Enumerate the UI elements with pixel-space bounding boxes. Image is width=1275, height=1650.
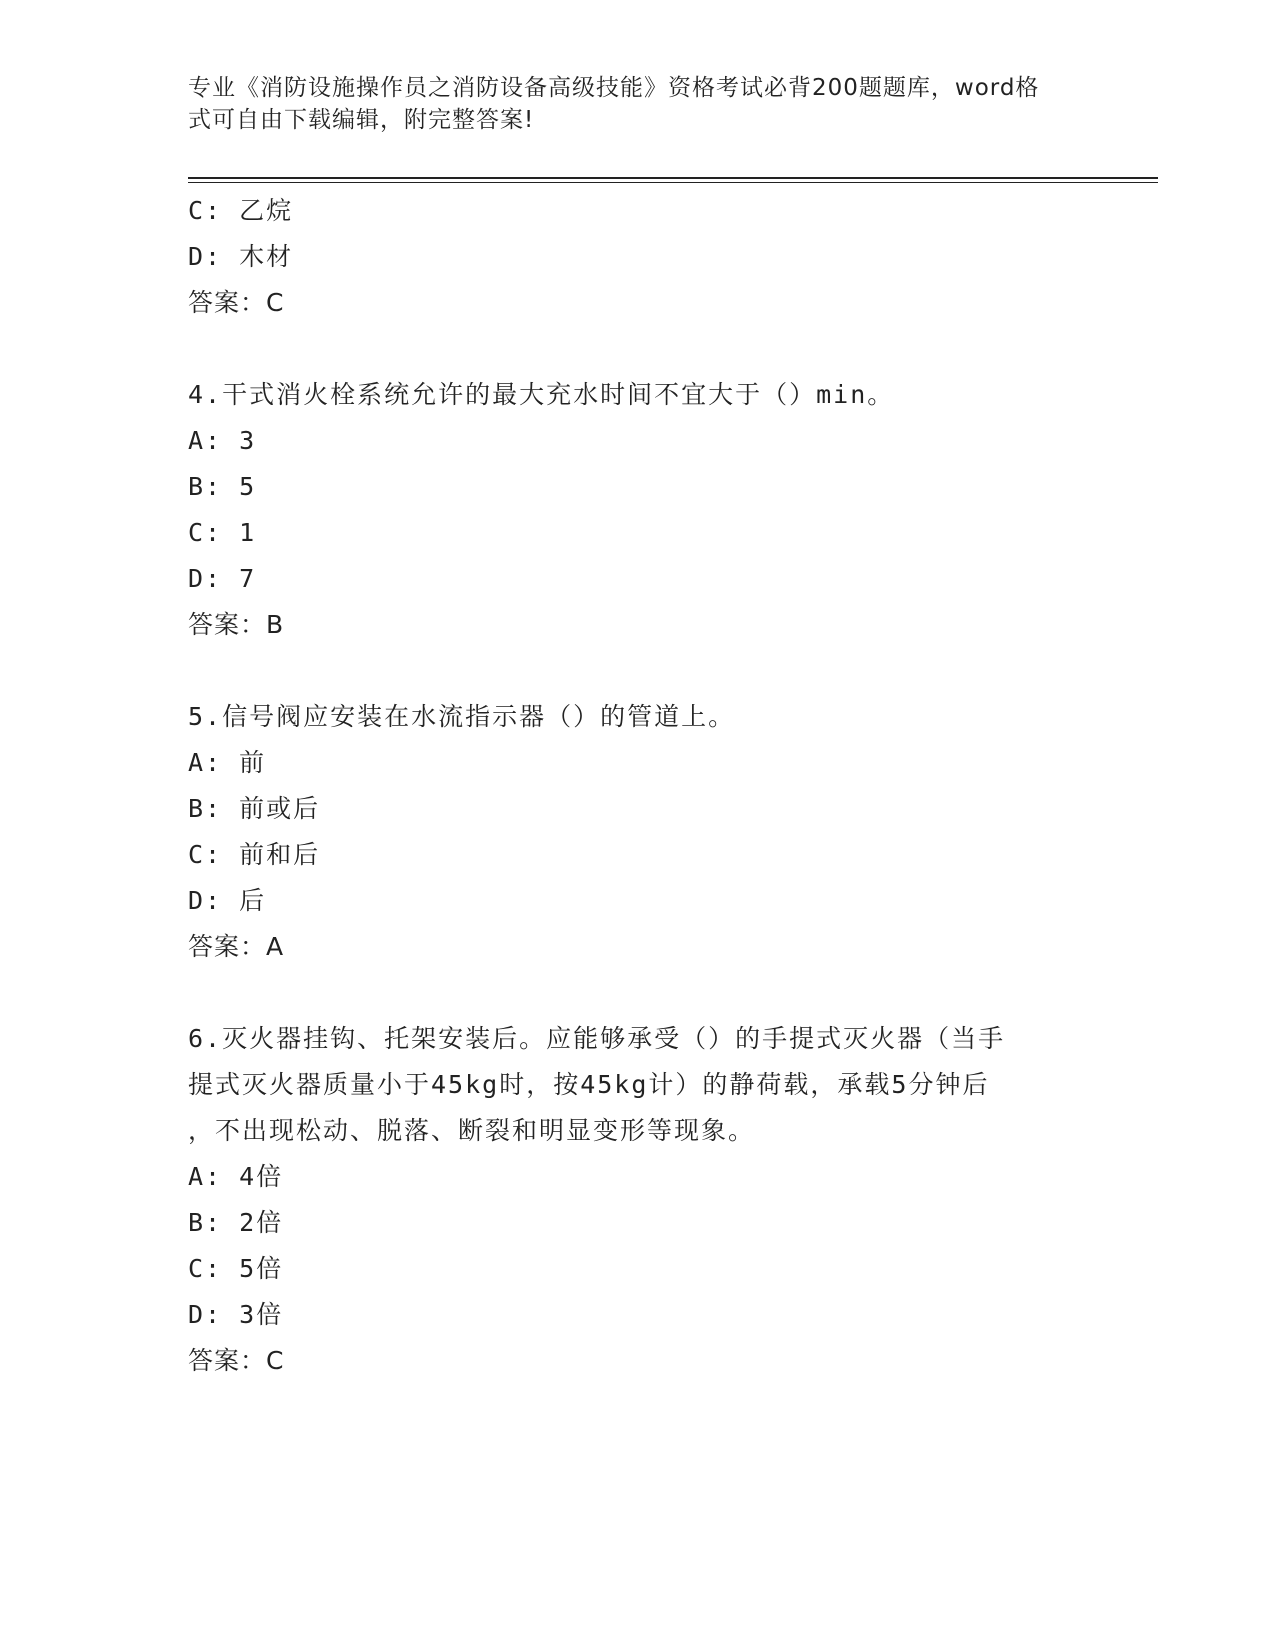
option-d: D: 后 <box>188 886 267 915</box>
option-b: B: 5 <box>188 472 257 501</box>
option-c: C: 5倍 <box>188 1254 284 1283</box>
spacer <box>188 326 1068 372</box>
option-c: C: 前和后 <box>188 840 321 869</box>
option-c: C: 1 <box>188 518 257 547</box>
option-a: A: 4倍 <box>188 1162 284 1191</box>
spacer <box>188 648 1068 694</box>
question-4 <box>188 372 1068 648</box>
answer: 答案：C <box>188 288 285 317</box>
answer: 答案：B <box>188 610 285 639</box>
question-3-tail <box>188 188 1068 326</box>
header-divider-thin <box>188 182 1158 183</box>
answer: 答案：C <box>188 1346 285 1375</box>
option-b: B: 2倍 <box>188 1208 284 1237</box>
question-stem-line-1: 6.灭火器挂钩、托架安装后。应能够承受（）的手提式灭火器（当手 <box>188 1024 1006 1053</box>
document-header <box>188 72 1068 136</box>
header-title-line-1: 专业《消防设施操作员之消防设备高级技能》资格考试必背200题题库，word格 <box>188 75 1040 101</box>
header-divider-thick <box>188 177 1158 179</box>
option-a: A: 3 <box>188 426 257 455</box>
answer: 答案：A <box>188 932 285 961</box>
option-d: D: 木材 <box>188 242 294 271</box>
option-b: B: 前或后 <box>188 794 321 823</box>
question-stem: 4.干式消火栓系统允许的最大充水时间不宜大于（）min。 <box>188 380 895 409</box>
question-stem: 5.信号阀应安装在水流指示器（）的管道上。 <box>188 702 736 731</box>
header-title-line-2: 式可自由下载编辑，附完整答案! <box>188 107 535 133</box>
question-6 <box>188 1016 1068 1384</box>
question-list <box>188 188 1068 1384</box>
option-a: A: 前 <box>188 748 267 777</box>
question-stem-line-3: ，不出现松动、脱落、断裂和明显变形等现象。 <box>188 1116 756 1145</box>
question-5 <box>188 694 1068 970</box>
spacer <box>188 970 1068 1016</box>
question-stem-line-2: 提式灭火器质量小于45kg时，按45kg计）的静荷载，承载5分钟后 <box>188 1070 990 1099</box>
option-d: D: 7 <box>188 564 257 593</box>
option-d: D: 3倍 <box>188 1300 284 1329</box>
option-c: C: 乙烷 <box>188 196 294 225</box>
